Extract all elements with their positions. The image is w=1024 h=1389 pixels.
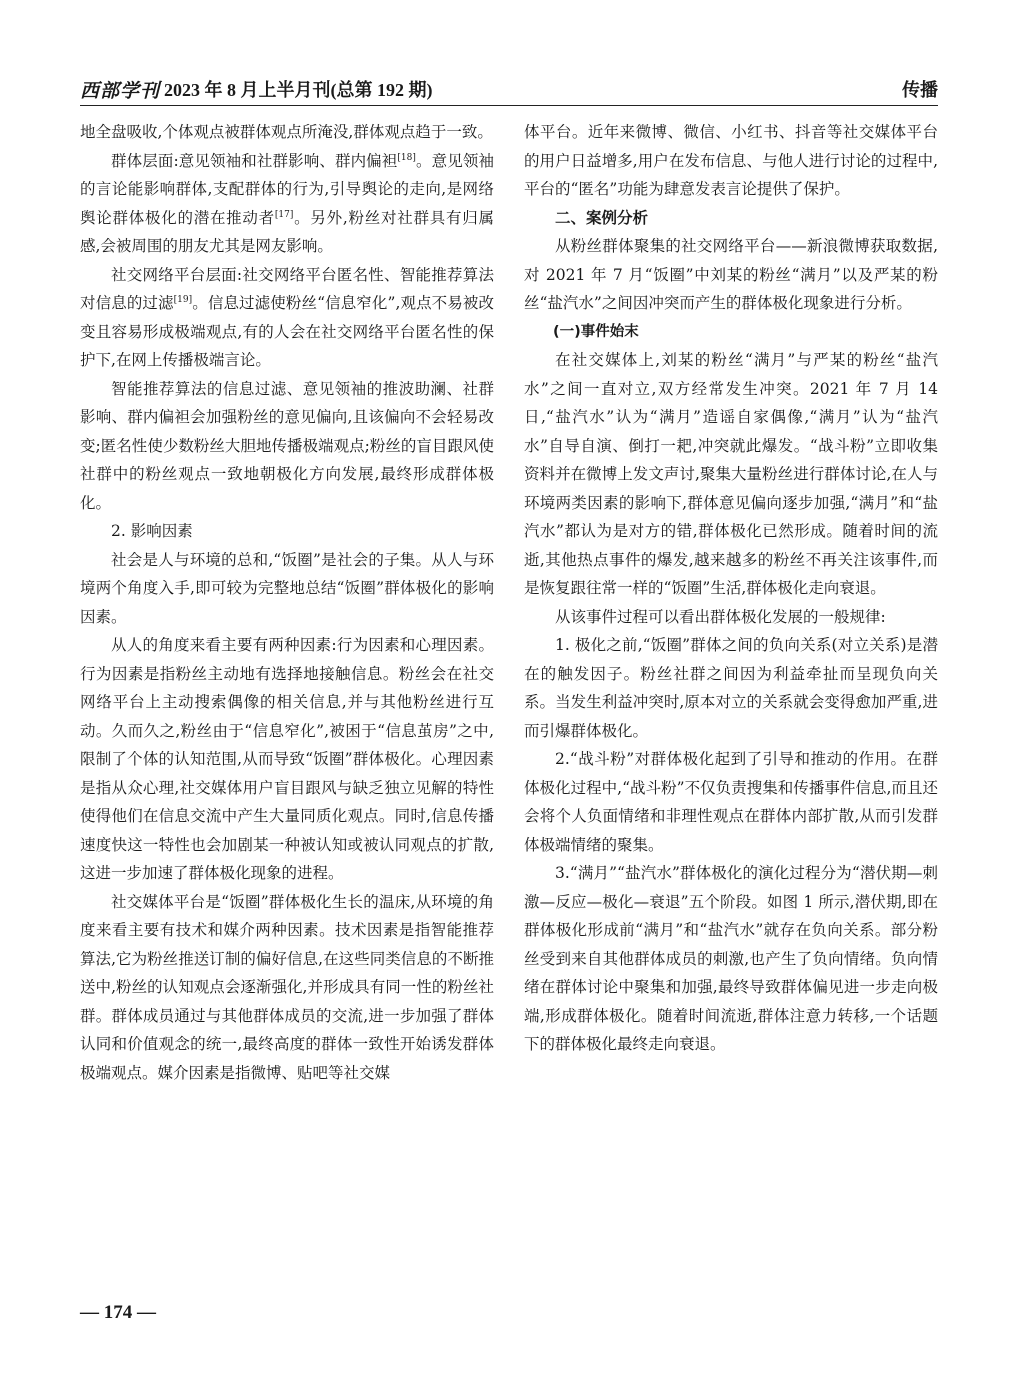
left-column <box>80 118 494 1087</box>
paragraph-text: 在社交媒体上,刘某的粉丝“满月”与严某的粉丝“盐汽水”之间一直对立,双方经常发生冲突。2021 年 7 月 14 日,“盐汽水”认为“满月”造谣自家偶像,“满月”认为“盐汽水”自导自演、倒打一耙,冲突就此爆发。“战斗粉”立即收集资料并在微博上发文声讨,聚集大量粉丝进行群体讨论,在人与环境两类因素的影响下,群体意见偏向逐步加强,“满月”和“盐汽水”都认为是对方的错,群体极化已然形成。随着时间的流逝,其他热点事件的爆发,越来越多的粉丝不再关注该事件,而是恢复跟往常一样的“饭圈”生活,群体极化走向衰退。 <box>524 351 938 597</box>
paragraph <box>524 859 938 1059</box>
citation-marker: [18] <box>397 152 416 163</box>
paragraph-text: 。意见领袖的言论能影响群体,支配群体的行为,引导舆论的走向,是网络舆论群体极化的潜在推动者 <box>80 151 494 227</box>
citation-marker: [17] <box>274 209 294 220</box>
citation-marker: [19] <box>173 294 193 305</box>
paragraph-text: 地全盘吸收,个体观点被群体观点所淹没,群体观点趋于一致。 <box>80 123 493 141</box>
paragraph-text: 社交媒体平台是“饭圈”群体极化生长的温床,从环境的角度来看主要有技术和媒介两种因素。技术因素是指智能推荐算法,它为粉丝推送订制的偏好信息,在这些同类信息的不断推送中,粉丝的认知观点会逐渐强化,并形成具有同一性的粉丝社群。群体成员通过与其他群体成员的交流,进一步加强了群体认同和价值观念的统一,最终高度的群体一致性开始诱发群体极端观点。媒介因素是指微博、贴吧等社交媒 <box>80 892 494 1082</box>
paragraph-text: 社会是人与环境的总和,“饭圈”是社会的子集。从人与环境两个角度入手,即可较为完整地总结“饭圈”群体极化的影响因素。 <box>80 550 494 626</box>
header-divider <box>80 105 938 106</box>
paragraph-text: 群体层面:意见领袖和社群影响、群内偏袒 <box>111 151 398 170</box>
paragraph-text: 2.“战斗粉”对群体极化起到了引导和推动的作用。在群体极化过程中,“战斗粉”不仅负责搜集和传播事件信息,而且还会将个人负面情绪和非理性观点在群体内部扩散,从而引发群体极端情绪的聚集。 <box>524 750 938 854</box>
numbered-subheading <box>80 517 494 546</box>
journal-logo: 西部学刊 <box>80 80 161 102</box>
paragraph <box>80 546 494 632</box>
section-label: 传播 <box>902 80 938 101</box>
paragraph <box>80 147 494 261</box>
paragraph <box>80 375 494 518</box>
subsection-heading <box>524 318 938 347</box>
section-heading <box>524 204 938 233</box>
paragraph-text: 。信息过滤使粉丝“信息窄化”,观点不易被改变且容易形成极端观点,有的人会在社交网络平台匿名性的保护下,在网上传播极端言论。 <box>80 294 494 369</box>
right-column <box>524 118 938 1059</box>
paragraph <box>524 346 938 603</box>
paragraph-continuation <box>80 118 494 147</box>
paragraph <box>524 232 938 318</box>
paragraph-text: 从粉丝群体聚集的社交网络平台——新浪微博获取数据,对 2021 年 7 月“饭圈”中刘某的粉丝“满月”以及严某的粉丝“盐汽水”之间因冲突而产生的群体极化现象进行分析。 <box>524 237 938 312</box>
paragraph <box>524 603 938 632</box>
paragraph-text: 1. 极化之前,“饭圈”群体之间的负向关系(对立关系)是潜在的触发因子。粉丝社群之间因为利益牵扯而呈现负向关系。当发生利益冲突时,原本对立的关系就会变得愈加严重,进而引爆群体极化。 <box>524 636 938 740</box>
paragraph-text: 2. 影响因素 <box>111 522 193 540</box>
paragraph <box>80 631 494 888</box>
paragraph-text: 从人的角度来看主要有两种因素:行为因素和心理因素。行为因素是指粉丝主动地有选择地接触信息。粉丝会在社交网络平台上主动搜索偶像的相关信息,并与其他粉丝进行互动。久而久之,粉丝由于“信息窄化”,被困于“信息茧房”之中,限制了个体的认知范围,从而导致“饭圈”群体极化。心理因素是指从众心理,社交媒体用户盲目跟风与缺乏独立见解的特性使得他们在信息交流中产生大量同质化观点。同时,信息传播速度快这一特性也会加剧某一种被认知或被认同观点的扩散,这进一步加速了群体极化现象的进程。 <box>80 636 494 882</box>
paragraph-text: 从该事件过程可以看出群体极化发展的一般规律: <box>555 607 886 626</box>
paragraph-text: (一)事件始末 <box>553 323 639 340</box>
paragraph-text: 体平台。近年来微博、微信、小红书、抖音等社交媒体平台的用户日益增多,用户在发布信息、与他人进行讨论的过程中,平台的“匿名”功能为肆意发表言论提供了保护。 <box>524 123 938 198</box>
issue-info: 2023 年 8 月上半月刊(总第 192 期) <box>164 80 433 100</box>
paragraph-text: 。另外,粉丝对社群具有归属感,会被周围的朋友尤其是网友影响。 <box>80 208 494 255</box>
paragraph <box>80 261 494 375</box>
paragraph <box>524 631 938 745</box>
paragraph-text: 智能推荐算法的信息过滤、意见领袖的推波助澜、社群影响、群内偏袒会加强粉丝的意见偏向,且该偏向不会轻易改变;匿名性使少数粉丝大胆地传播极端观点;粉丝的盲目跟风使社群中的粉丝观点一致地朝极化方向发展,最终形成群体极化。 <box>80 379 494 512</box>
paragraph-text: 二、案例分析 <box>555 208 649 227</box>
page-number: — 174 — <box>80 1302 156 1323</box>
paragraph-text: 3.“满月”“盐汽水”群体极化的演化过程分为“潜伏期—刺激—反应—极化—衰退”五个阶段。如图 1 所示,潜伏期,即在群体极化形成前“满月”和“盐汽水”就存在负向关系。部分粉丝受到来自其他群体成员的刺激,也产生了负向情绪。负向情绪在群体讨论中聚集和加强,最终导致群体偏见进一步走向极端,形成群体极化。随着时间流逝,群体注意力转移,一个话题下的群体极化最终走向衰退。 <box>524 864 938 1053</box>
paragraph <box>80 888 494 1088</box>
page-header <box>80 70 938 106</box>
paragraph-text: 社交网络平台层面:社交网络平台匿名性、智能推荐算法对信息的过滤 <box>80 265 494 312</box>
paragraph <box>524 745 938 859</box>
paragraph-continuation <box>524 118 938 204</box>
